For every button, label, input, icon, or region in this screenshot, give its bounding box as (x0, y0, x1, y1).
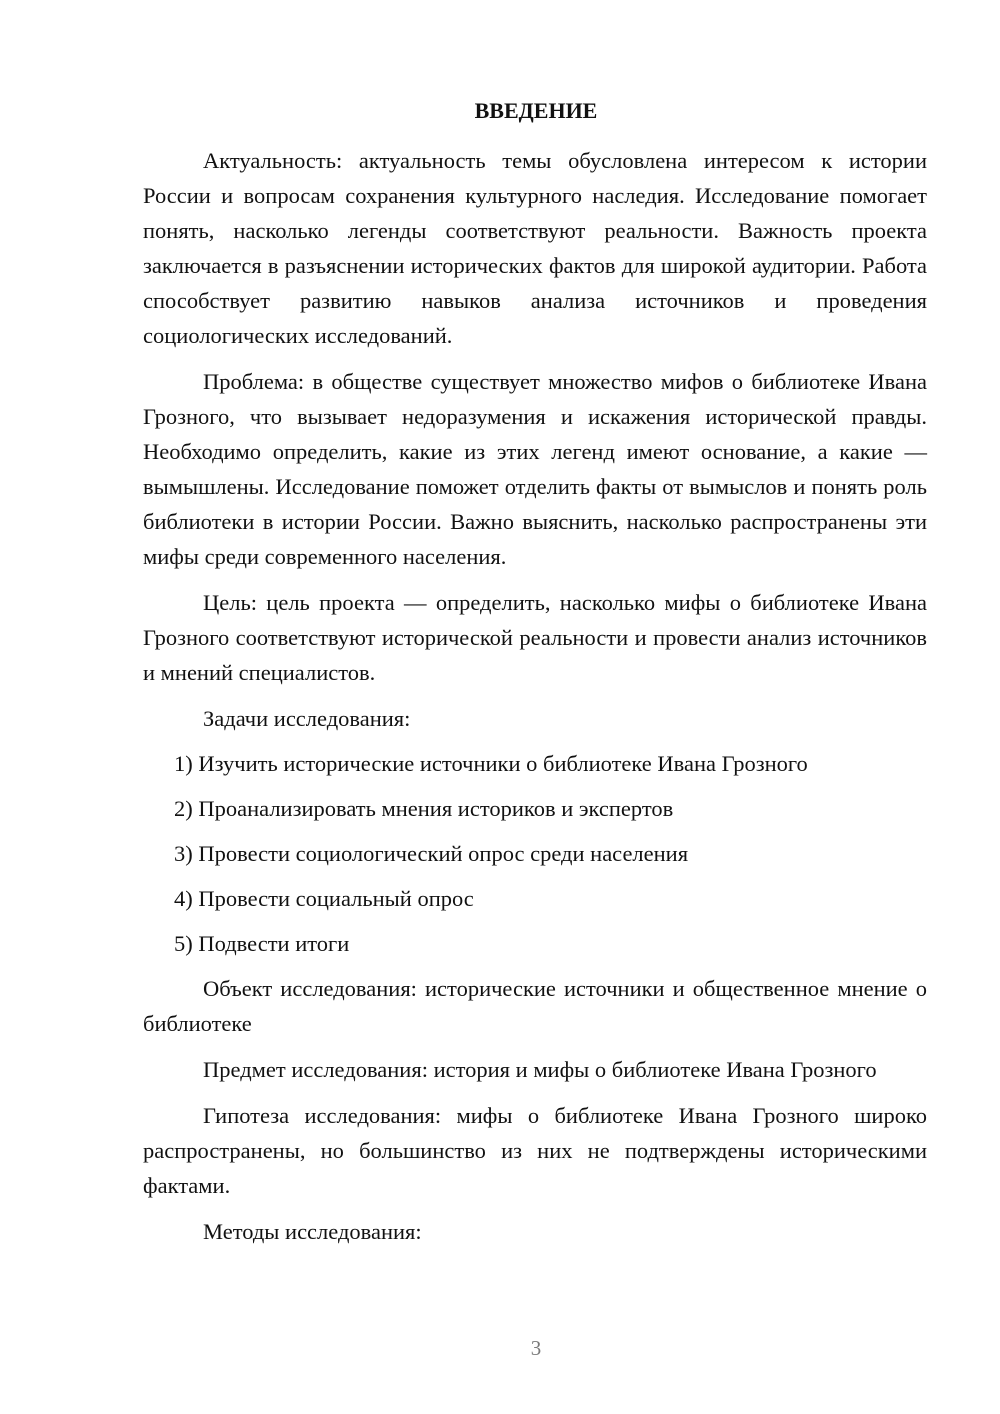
document-body (143, 143, 927, 1259)
subject-paragraph: Предмет исследования: история и мифы о библиотеке Ивана Грозного (203, 1057, 877, 1082)
hypothesis-paragraph: Гипотеза исследования: мифы о библиотеке Ивана Грозного широко распространены, но большинство из них не подтверждены историческими фактами. (143, 1103, 927, 1198)
tasks-heading: Задачи исследования: (203, 706, 411, 731)
methods-heading: Методы исследования: (203, 1219, 422, 1244)
task-item: 2) Проанализировать мнения историков и экспертов (174, 796, 674, 821)
tasks-list (143, 746, 927, 961)
task-item: 4) Провести социальный опрос (174, 886, 474, 911)
relevance-paragraph: Актуальность: актуальность темы обусловлена интересом к истории России и вопросам сохранения культурного наследия. Исследование помогает понять, насколько легенды соответствуют реальности. Важность проекта заключается в разъяснении исторических фактов для широкой аудитории. Работа способствует развитию навыков анализа источников и проведения социологических исследований. (143, 148, 927, 348)
task-item: 1) Изучить исторические источники о библиотеке Ивана Грозного (174, 751, 808, 776)
object-paragraph: Объект исследования: исторические источники и общественное мнение о библиотеке (143, 976, 927, 1036)
section-title: ВВЕДЕНИЕ (474, 98, 598, 123)
page-number: 3 (530, 1336, 542, 1360)
task-item: 3) Провести социологический опрос среди населения (174, 841, 689, 866)
problem-paragraph: Проблема: в обществе существует множество мифов о библиотеке Ивана Грозного, что вызывает недоразумения и искажения исторической правды. Необходимо определить, какие из этих легенд имеют основание, а какие — вымышлены. Исследование поможет отделить факты от вымыслов и понять роль библиотеки в истории России. Важно выяснить, насколько распространены эти мифы среди современного населения. (143, 369, 927, 569)
goal-paragraph: Цель: цель проекта — определить, насколько мифы о библиотеке Ивана Грозного соответствуют исторической реальности и провести анализ источников и мнений специалистов. (143, 590, 927, 685)
task-item: 5) Подвести итоги (174, 931, 350, 956)
